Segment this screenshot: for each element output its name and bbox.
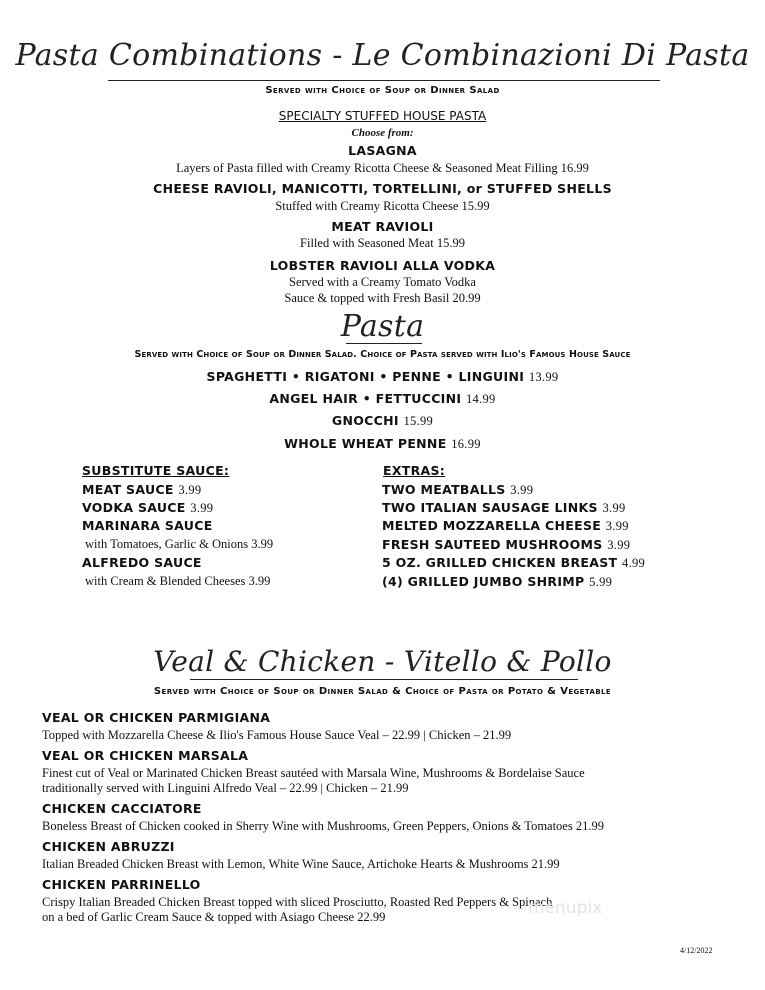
extra-name: FRESH SAUTEED MUSHROOMS xyxy=(382,537,603,552)
sauce-desc: with Tomatoes, Garlic & Onions 3.99 xyxy=(85,537,274,551)
sauce-price: 3.99 xyxy=(190,501,214,515)
pasta-name: GNOCCHI xyxy=(331,413,399,428)
item-name: LASAGNA xyxy=(348,143,417,158)
sauce-name: VODKA SAUCE xyxy=(82,500,186,515)
dish-name: CHICKEN ABRUZZI xyxy=(42,839,175,854)
extra-price: 3.99 xyxy=(510,483,534,497)
pasta-price: 13.99 xyxy=(528,370,559,384)
extra-price: 3.99 xyxy=(607,538,631,552)
specialty-heading: SPECIALTY STUFFED HOUSE PASTA xyxy=(278,109,487,123)
dish-desc: Boneless Breast of Chicken cooked in Sherry Wine with Mushrooms, Green Peppers, Onions & Tomatoes 21.99 xyxy=(42,819,604,833)
dish-desc: Crispy Italian Breaded Chicken Breast topped with sliced Prosciutto, Roasted Red Peppers & Spinach xyxy=(42,895,553,909)
sauce-name: MARINARA SAUCE xyxy=(82,518,213,533)
item-desc: Sauce & topped with Fresh Basil 20.99 xyxy=(284,291,481,305)
veal-chicken-subtitle: Served with Choice of Soup or Dinner Salad & Choice of Pasta or Potato & Vegetable xyxy=(153,686,612,697)
pasta-line xyxy=(0,369,765,385)
choose-from: Choose from: xyxy=(351,127,414,139)
substitute-heading: SUBSTITUTE SAUCE: xyxy=(82,463,230,478)
sauce-price: 3.99 xyxy=(178,483,202,497)
dish-name: CHICKEN PARRINELLO xyxy=(42,877,201,892)
item-desc: Layers of Pasta filled with Creamy Ricotta Cheese & Seasoned Meat Filling 16.99 xyxy=(176,161,589,175)
extra-line xyxy=(382,500,626,516)
dish-desc: Topped with Mozzarella Cheese & Ilio's Famous House Sauce Veal – 22.99 | Chicken – 21.99 xyxy=(42,728,512,742)
pasta-name: SPAGHETTI • RIGATONI • PENNE • LINGUINI xyxy=(206,369,525,384)
pasta-line xyxy=(0,413,765,429)
pasta-title: Pasta xyxy=(340,309,425,344)
dish-name: VEAL OR CHICKEN PARMIGIANA xyxy=(42,710,271,725)
extra-price: 4.99 xyxy=(622,556,646,570)
item-desc: Stuffed with Creamy Ricotta Cheese 15.99 xyxy=(275,199,490,213)
dish-desc: Finest cut of Veal or Marinated Chicken Breast sautéed with Marsala Wine, Mushrooms & Bordelaise Sauce xyxy=(42,766,585,780)
extra-price: 3.99 xyxy=(602,501,626,515)
veal-chicken-title: Veal & Chicken - Vitello & Pollo xyxy=(153,645,612,678)
sauce-name: MEAT SAUCE xyxy=(82,482,174,497)
sauce-line xyxy=(82,500,213,516)
extra-line xyxy=(382,518,629,534)
sauce-desc: with Cream & Blended Cheeses 3.99 xyxy=(85,574,271,588)
pasta-subtitle: Served with Choice of Soup or Dinner Salad. Choice of Pasta served with Ilio's Famous House Sauce xyxy=(134,349,631,360)
dish-name: CHICKEN CACCIATORE xyxy=(42,801,202,816)
item-name: CHEESE RAVIOLI, MANICOTTI, TORTELLINI, or STUFFED SHELLS xyxy=(153,181,612,196)
extra-name: TWO MEATBALLS xyxy=(382,482,506,497)
watermark: menupix xyxy=(528,898,603,918)
sauce-name: ALFREDO SAUCE xyxy=(82,555,202,570)
dish-desc: traditionally served with Linguini Alfredo Veal – 22.99 | Chicken – 21.99 xyxy=(42,781,409,795)
extra-name: MELTED MOZZARELLA CHEESE xyxy=(382,518,602,533)
dish-desc: on a bed of Garlic Cream Sauce & topped with Asiago Cheese 22.99 xyxy=(42,910,386,924)
pasta-price: 15.99 xyxy=(403,414,434,428)
item-desc: Filled with Seasoned Meat 15.99 xyxy=(300,236,465,250)
extra-price: 5.99 xyxy=(589,575,613,589)
extra-name: 5 OZ. GRILLED CHICKEN BREAST xyxy=(382,555,618,570)
combinations-subtitle: Served with Choice of Soup or Dinner Salad xyxy=(265,85,500,96)
pasta-name: ANGEL HAIR • FETTUCCINI xyxy=(269,391,462,406)
extra-price: 3.99 xyxy=(605,519,629,533)
dish-desc: Italian Breaded Chicken Breast with Lemon, White Wine Sauce, Artichoke Hearts & Mushrooms 21.99 xyxy=(42,857,560,871)
title-underline xyxy=(108,80,660,81)
extra-line xyxy=(382,555,645,571)
title-underline xyxy=(346,343,422,344)
pasta-price: 16.99 xyxy=(451,437,481,451)
item-desc: Served with a Creamy Tomato Vodka xyxy=(289,275,476,289)
extra-name: (4) GRILLED JUMBO SHRIMP xyxy=(382,574,585,589)
pasta-price: 14.99 xyxy=(465,392,496,406)
extra-line xyxy=(382,537,630,553)
extras-heading: EXTRAS: xyxy=(383,463,446,478)
combinations-title: Pasta Combinations - Le Combinazioni Di Pasta xyxy=(15,38,750,73)
item-name: MEAT RAVIOLI xyxy=(331,219,434,234)
extra-line xyxy=(382,482,533,498)
extra-name: TWO ITALIAN SAUSAGE LINKS xyxy=(382,500,598,515)
dish-name: VEAL OR CHICKEN MARSALA xyxy=(42,748,249,763)
sauce-line xyxy=(82,482,201,498)
pasta-line xyxy=(0,436,765,452)
item-name: LOBSTER RAVIOLI ALLA VODKA xyxy=(269,258,496,273)
pasta-line xyxy=(0,391,765,407)
title-underline xyxy=(190,679,578,680)
menu-date: 4/12/2022 xyxy=(680,946,713,955)
extra-line xyxy=(382,574,612,590)
pasta-name: WHOLE WHEAT PENNE xyxy=(284,436,447,451)
